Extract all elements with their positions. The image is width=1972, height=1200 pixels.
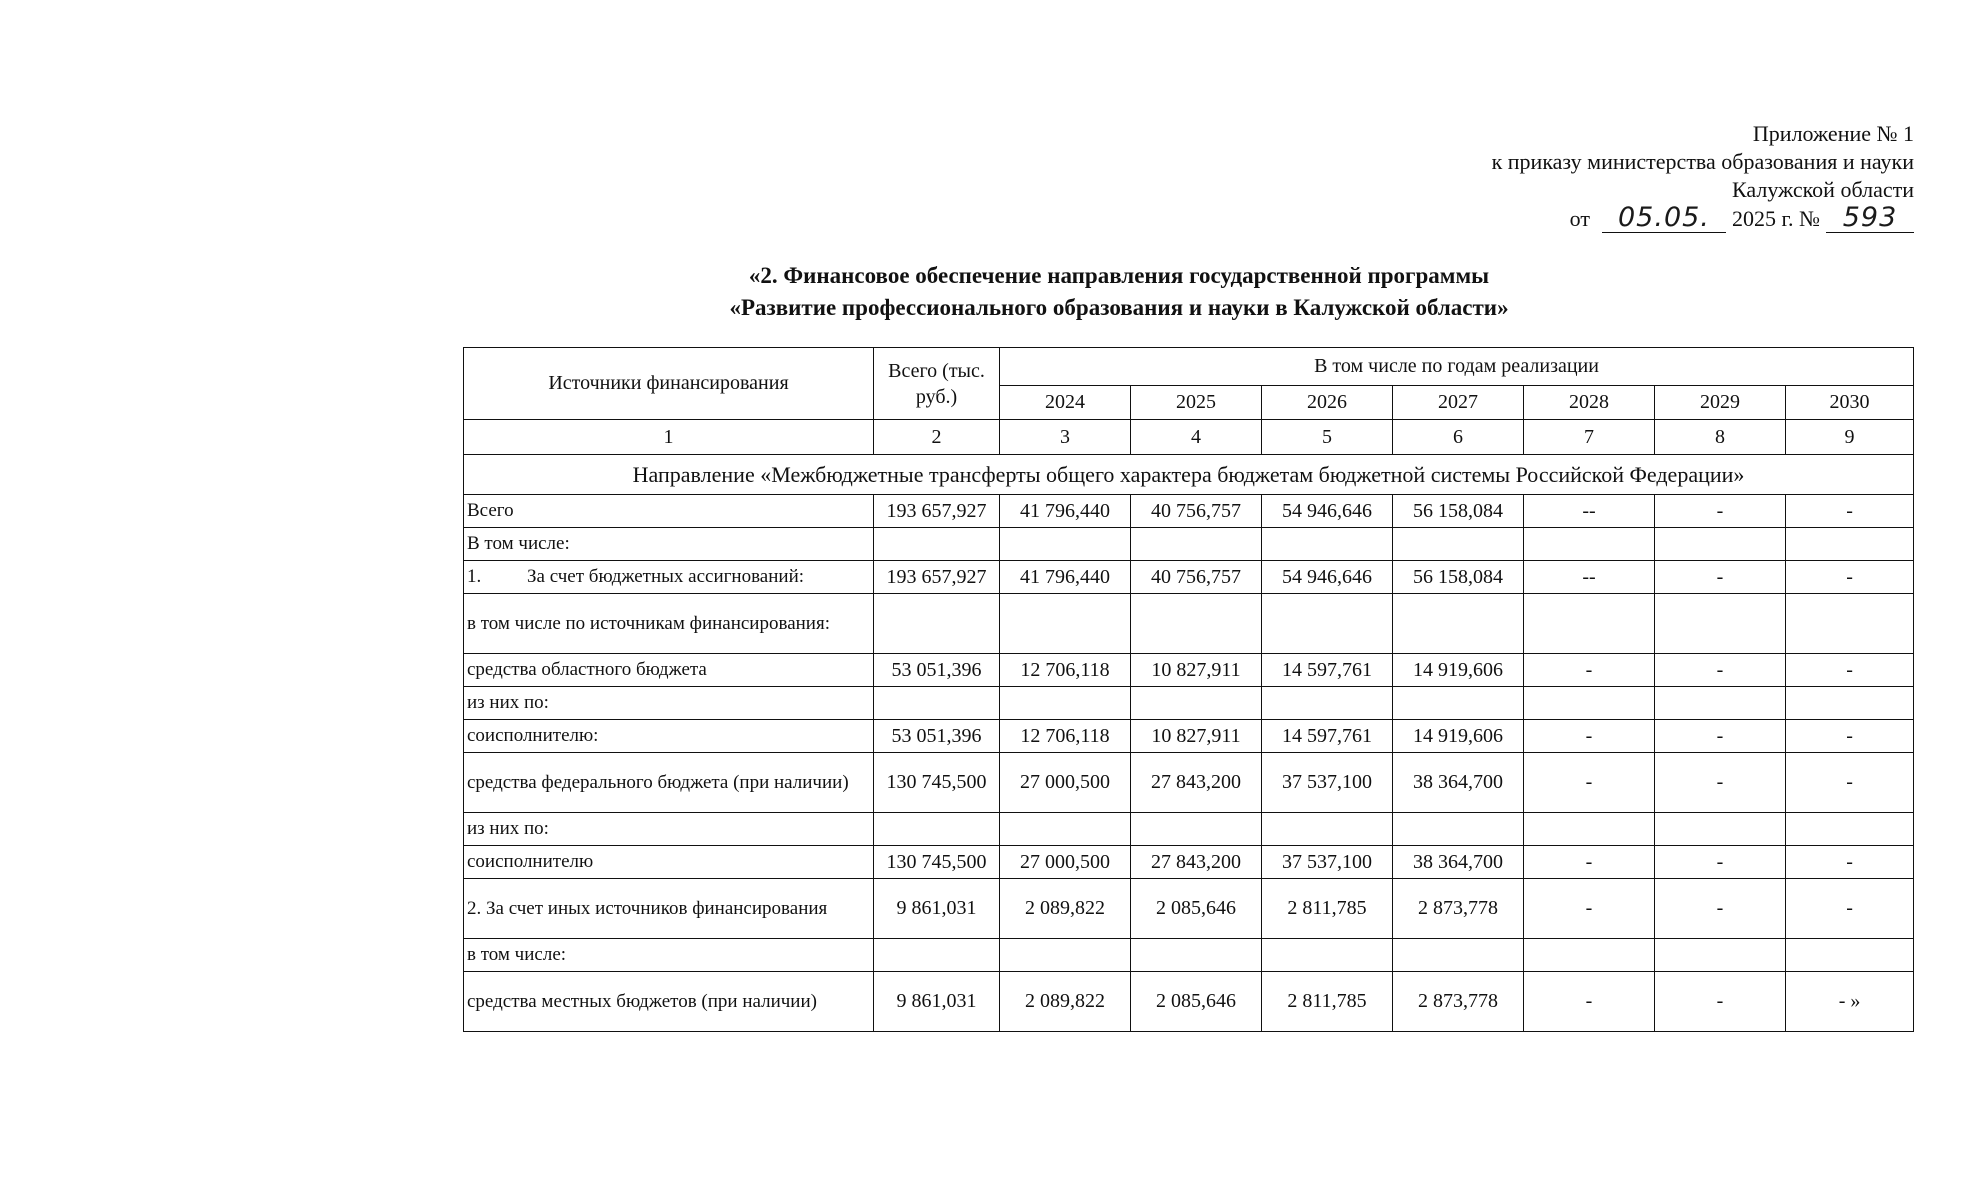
table-cell <box>1393 813 1524 846</box>
header-year: 2026 <box>1262 386 1393 420</box>
table-cell <box>1131 939 1262 972</box>
table-cell: 27 000,500 <box>1000 846 1131 879</box>
header-row-1 <box>464 348 1914 386</box>
row-label: из них по: <box>464 813 874 846</box>
table-cell <box>1524 813 1655 846</box>
table-cell <box>1655 528 1786 561</box>
table-cell: - <box>1786 561 1914 594</box>
column-number: 2 <box>874 420 1000 455</box>
table-cell: 9 861,031 <box>874 879 1000 939</box>
table-row <box>464 528 1914 561</box>
handwritten-date: 05.05. <box>1602 204 1726 233</box>
table-cell <box>1524 939 1655 972</box>
table-cell: 10 827,911 <box>1131 654 1262 687</box>
column-number: 7 <box>1524 420 1655 455</box>
attachment-order-ref: к приказу министерства образования и науки <box>1491 149 1914 174</box>
column-number: 6 <box>1393 420 1524 455</box>
header-year: 2025 <box>1131 386 1262 420</box>
table-cell: 193 657,927 <box>874 561 1000 594</box>
table-cell <box>1262 813 1393 846</box>
table-cell <box>874 813 1000 846</box>
header-year: 2030 <box>1786 386 1914 420</box>
table-cell: 2 085,646 <box>1131 972 1262 1032</box>
table-cell: - <box>1524 654 1655 687</box>
row-label: соисполнителю <box>464 846 874 879</box>
header-total: Всего (тыс. руб.) <box>874 348 1000 420</box>
row-label: в том числе: <box>464 939 874 972</box>
row-label-text: За счет бюджетных ассигнований: <box>527 566 805 587</box>
table-cell: 54 946,646 <box>1262 495 1393 528</box>
table-cell: 130 745,500 <box>874 753 1000 813</box>
table-cell: - <box>1655 654 1786 687</box>
header-year: 2024 <box>1000 386 1131 420</box>
table-cell <box>1131 594 1262 654</box>
table-row <box>464 972 1914 1032</box>
table-cell: - » <box>1786 972 1914 1032</box>
table-cell: - <box>1655 846 1786 879</box>
table-cell: 14 919,606 <box>1393 720 1524 753</box>
table-row <box>464 561 1914 594</box>
table-row <box>464 720 1914 753</box>
header-sources: Источники финансирования <box>464 348 874 420</box>
table-cell <box>1262 528 1393 561</box>
table-cell <box>1131 687 1262 720</box>
order-year-label: 2025 г. № <box>1731 206 1820 231</box>
attachment-block <box>1354 120 1914 233</box>
table-cell: 40 756,757 <box>1131 561 1262 594</box>
column-number: 9 <box>1786 420 1914 455</box>
financing-table <box>463 347 1914 1032</box>
table-cell: 56 158,084 <box>1393 561 1524 594</box>
table-cell <box>1655 594 1786 654</box>
attachment-region: Калужской области <box>1732 177 1914 202</box>
table-cell: 193 657,927 <box>874 495 1000 528</box>
table-row <box>464 939 1914 972</box>
table-cell: 12 706,118 <box>1000 654 1131 687</box>
table-cell <box>1393 687 1524 720</box>
table-cell: 2 873,778 <box>1393 972 1524 1032</box>
table-cell <box>1524 594 1655 654</box>
table-cell <box>1393 939 1524 972</box>
table-cell: 37 537,100 <box>1262 753 1393 813</box>
table-cell: 14 919,606 <box>1393 654 1524 687</box>
column-number: 1 <box>464 420 874 455</box>
table-cell: - <box>1655 879 1786 939</box>
header-year: 2027 <box>1393 386 1524 420</box>
table-cell: 38 364,700 <box>1393 846 1524 879</box>
table-cell: 2 873,778 <box>1393 879 1524 939</box>
table-cell: 41 796,440 <box>1000 495 1131 528</box>
table-cell <box>1131 813 1262 846</box>
table-cell <box>1786 528 1914 561</box>
table-cell: -- <box>1524 495 1655 528</box>
table-cell <box>1786 594 1914 654</box>
header-years-group: В том числе по годам реализации <box>1000 348 1914 386</box>
order-date-line <box>1354 204 1914 233</box>
table-cell: - <box>1786 753 1914 813</box>
table-cell <box>1524 528 1655 561</box>
table-cell: 2 089,822 <box>1000 879 1131 939</box>
table-row <box>464 846 1914 879</box>
table-cell <box>874 528 1000 561</box>
document-title <box>470 260 1768 324</box>
table-cell: 56 158,084 <box>1393 495 1524 528</box>
row-label: средства федерального бюджета (при наличии) <box>464 753 874 813</box>
table-cell: - <box>1655 720 1786 753</box>
title-line-2: «Развитие профессионального образования и науки в Калужской области» <box>729 295 1509 320</box>
row-label: из них по: <box>464 687 874 720</box>
table-cell <box>1262 687 1393 720</box>
table-cell <box>1524 687 1655 720</box>
table-cell <box>1786 813 1914 846</box>
header-year: 2029 <box>1655 386 1786 420</box>
table-cell: 41 796,440 <box>1000 561 1131 594</box>
table-cell: - <box>1524 972 1655 1032</box>
table-cell <box>1393 528 1524 561</box>
handwritten-order-number: 593 <box>1826 204 1914 233</box>
table-row <box>464 879 1914 939</box>
table-row <box>464 594 1914 654</box>
row-label: Всего <box>464 495 874 528</box>
table-cell: - <box>1655 753 1786 813</box>
table-cell: - <box>1524 720 1655 753</box>
table-cell <box>1262 594 1393 654</box>
table-cell: - <box>1655 495 1786 528</box>
table-cell: - <box>1786 495 1914 528</box>
column-number: 8 <box>1655 420 1786 455</box>
table-cell: - <box>1524 879 1655 939</box>
header-year: 2028 <box>1524 386 1655 420</box>
table-cell: 2 089,822 <box>1000 972 1131 1032</box>
title-line-1: «2. Финансовое обеспечение направления государственной программы <box>748 263 1490 288</box>
table-cell: - <box>1786 654 1914 687</box>
table-cell: 2 811,785 <box>1262 879 1393 939</box>
table-cell <box>1000 939 1131 972</box>
table-cell <box>874 594 1000 654</box>
table-cell <box>1131 528 1262 561</box>
table-cell: 9 861,031 <box>874 972 1000 1032</box>
table-row <box>464 654 1914 687</box>
table-cell: 14 597,761 <box>1262 654 1393 687</box>
table-cell: 27 843,200 <box>1131 753 1262 813</box>
table-cell: 53 051,396 <box>874 654 1000 687</box>
row-label-number: 1. <box>467 566 482 587</box>
table-cell <box>1655 813 1786 846</box>
row-label: В том числе: <box>464 528 874 561</box>
attachment-title: Приложение № 1 <box>1752 121 1914 146</box>
table-cell <box>1393 594 1524 654</box>
table-cell: 2 085,646 <box>1131 879 1262 939</box>
table-cell <box>1000 594 1131 654</box>
table-cell: - <box>1786 846 1914 879</box>
table-cell: -- <box>1524 561 1655 594</box>
table-cell: 130 745,500 <box>874 846 1000 879</box>
column-number: 5 <box>1262 420 1393 455</box>
table-body <box>464 455 1914 1032</box>
table-cell: - <box>1655 561 1786 594</box>
table-cell <box>1000 687 1131 720</box>
table-cell: 54 946,646 <box>1262 561 1393 594</box>
row-label: средства областного бюджета <box>464 654 874 687</box>
table-cell: 14 597,761 <box>1262 720 1393 753</box>
table-cell <box>1000 813 1131 846</box>
table-cell: - <box>1786 720 1914 753</box>
table-row <box>464 813 1914 846</box>
table-cell <box>1786 939 1914 972</box>
table-cell: 27 000,500 <box>1000 753 1131 813</box>
table-cell: 12 706,118 <box>1000 720 1131 753</box>
table-cell: - <box>1655 972 1786 1032</box>
table-cell: 2 811,785 <box>1262 972 1393 1032</box>
table-cell: 53 051,396 <box>874 720 1000 753</box>
row-label: в том числе по источникам финансирования: <box>464 594 874 654</box>
column-number: 3 <box>1000 420 1131 455</box>
column-number: 4 <box>1131 420 1262 455</box>
table-cell <box>874 687 1000 720</box>
table-cell: 37 537,100 <box>1262 846 1393 879</box>
order-date-prefix: от <box>1569 206 1590 231</box>
table-cell: - <box>1786 879 1914 939</box>
table-row <box>464 495 1914 528</box>
table-cell: 38 364,700 <box>1393 753 1524 813</box>
table-cell <box>874 939 1000 972</box>
table-cell: - <box>1524 846 1655 879</box>
table-cell <box>1000 528 1131 561</box>
table-cell <box>1786 687 1914 720</box>
row-label: 2. За счет иных источников финансирования <box>464 879 874 939</box>
table-cell: 10 827,911 <box>1131 720 1262 753</box>
row-label: соисполнителю: <box>464 720 874 753</box>
row-label <box>464 561 874 594</box>
table-row <box>464 687 1914 720</box>
table-cell: 27 843,200 <box>1131 846 1262 879</box>
table-row <box>464 753 1914 813</box>
table-cell <box>1655 687 1786 720</box>
table-cell <box>1655 939 1786 972</box>
table-cell: - <box>1524 753 1655 813</box>
direction-row <box>464 455 1914 495</box>
table-cell <box>1262 939 1393 972</box>
column-number-row <box>464 420 1914 455</box>
direction-title: Направление «Межбюджетные трансферты общего характера бюджетам бюджетной системы Российской Федерации» <box>464 455 1914 495</box>
row-label: средства местных бюджетов (при наличии) <box>464 972 874 1032</box>
table-cell: 40 756,757 <box>1131 495 1262 528</box>
